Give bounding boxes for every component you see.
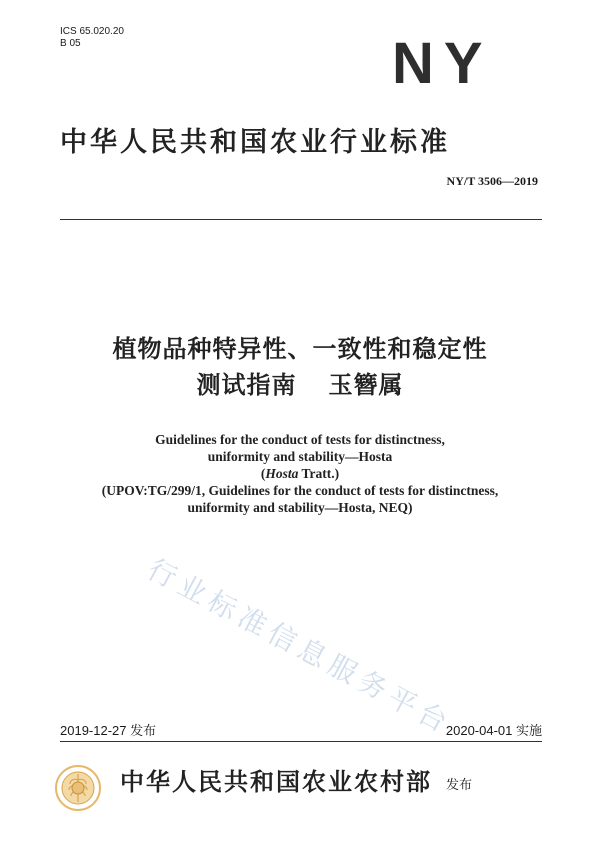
genus-rest: Tratt.) [298, 466, 340, 481]
ics-code: ICS 65.020.20 [60, 26, 124, 37]
chinese-title [0, 331, 600, 403]
publisher-name: 中华人民共和国农业农村部 [120, 768, 432, 796]
watermark-text: 行业标准信息服务平台 [142, 552, 458, 742]
implement-date: 2020-04-01 实施 [445, 723, 542, 738]
chinese-title-line1: 植物品种特异性、一致性和稳定性 [112, 335, 488, 363]
english-title-line4: (UPOV:TG/299/1, Guidelines for the conduct of tests for distinctness, [101, 483, 499, 498]
footer-divider [60, 741, 542, 742]
publish-label: 发布 [446, 778, 473, 793]
ny-logo: NY [392, 31, 493, 96]
genus-italic: Hosta [265, 466, 299, 481]
ministry-emblem-icon [54, 764, 102, 812]
ccs-code: B 05 [60, 38, 81, 49]
issue-date: 2019-12-27 发布 [60, 723, 157, 738]
english-title-line3 [0, 465, 600, 482]
chinese-title-line2b: 玉簪属 [328, 371, 404, 399]
english-title-line5: uniformity and stability—Hosta, NEQ) [187, 500, 413, 515]
english-title [0, 431, 600, 516]
chinese-title-line2 [0, 367, 600, 403]
classification-codes [60, 26, 124, 50]
chinese-title-line2a: 测试指南 [196, 371, 297, 399]
english-title-line1: Guidelines for the conduct of tests for distinctness, [155, 432, 445, 447]
header-divider [60, 219, 542, 220]
standard-type-heading: 中华人民共和国农业行业标准 [60, 127, 450, 158]
paren-open: ( [260, 466, 266, 481]
english-title-line2: uniformity and stability—Hosta [207, 449, 393, 464]
standard-number: NY/T 3506—2019 [446, 174, 538, 188]
